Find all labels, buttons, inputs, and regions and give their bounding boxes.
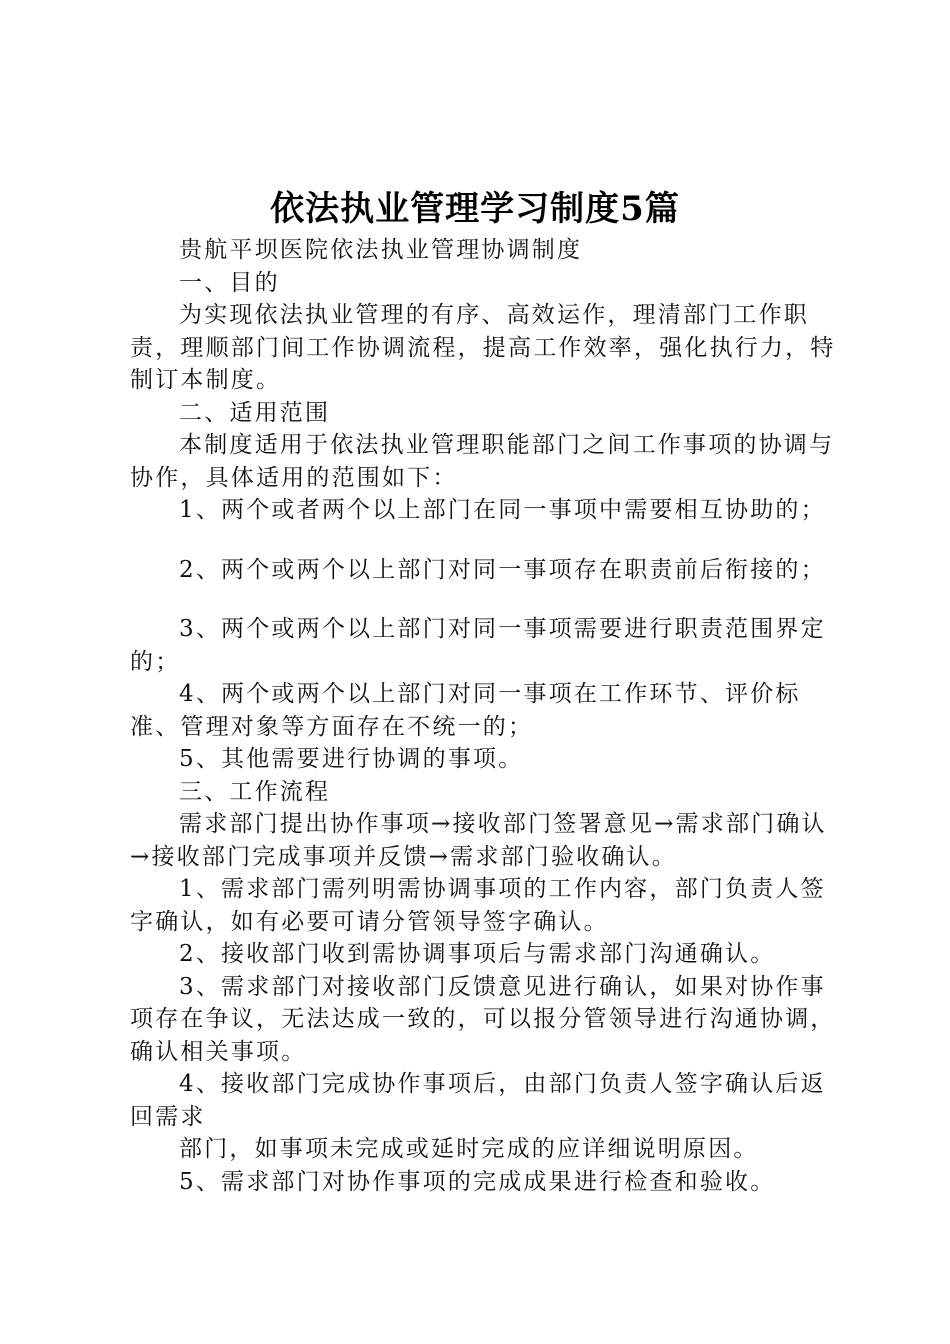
list-item: 4、接收部门完成协作事项后，由部门负责人签字确认后返回需求 xyxy=(130,1071,826,1130)
blank-line xyxy=(130,586,844,613)
paragraph: 本制度适用于依法执业管理职能部门之间工作事项的协调与协作，具体适用的范围如下： xyxy=(130,432,835,491)
list-item: 3、需求部门对接收部门反馈意见进行确认，如果对协作事项存在争议，无法达成一致的，可以报分管领导进行沟通协调，确认相关事项。 xyxy=(130,973,836,1065)
list-item: 3、两个或两个以上部门对同一事项需要进行职责范围界定的； xyxy=(130,616,826,675)
section-heading-scope: 二、适用范围 xyxy=(179,399,331,426)
list-item: 2、接收部门收到需协调事项后与需求部门沟通确认。 xyxy=(179,941,776,967)
list-item: 2、两个或两个以上部门对同一事项存在职责前后衔接的； xyxy=(179,556,826,583)
document-body xyxy=(130,234,844,1198)
list-item: 5、其他需要进行协调的事项。 xyxy=(179,746,524,772)
paragraph: 需求部门提出协作事项→接收部门签署意见→需求部门确认→接收部门完成事项并反馈→需求部门验收确认。 xyxy=(130,811,827,870)
section-heading-workflow: 三、工作流程 xyxy=(179,778,331,805)
subtitle-paragraph: 贵航平坝医院依法执业管理协调制度 xyxy=(179,237,583,263)
list-item: 1、两个或者两个以上部门在同一事项中需要相互协助的； xyxy=(179,497,826,523)
paragraph: 为实现依法执业管理的有序、高效运作，理清部门工作职责，理顺部门间工作协调流程，提高工作效率，强化执行力，特制订本制度。 xyxy=(130,302,836,393)
document-title: 依法执业管理学习制度5篇 xyxy=(270,189,680,229)
list-item: 4、两个或两个以上部门对同一事项在工作环节、评价标准、管理对象等方面存在不统一的； xyxy=(130,681,801,740)
blank-line xyxy=(130,527,844,554)
section-heading-purpose: 一、目的 xyxy=(179,269,280,296)
paragraph: 部门，如事项未完成或延时完成的应详细说明原因。 xyxy=(179,1136,759,1162)
list-item: 1、需求部门需列明需协调事项的工作内容，部门负责人签字确认，如有必要可请分管领导签字确认。 xyxy=(130,876,826,935)
list-item: 5、需求部门对协作事项的完成成果进行检查和验收。 xyxy=(179,1168,776,1195)
